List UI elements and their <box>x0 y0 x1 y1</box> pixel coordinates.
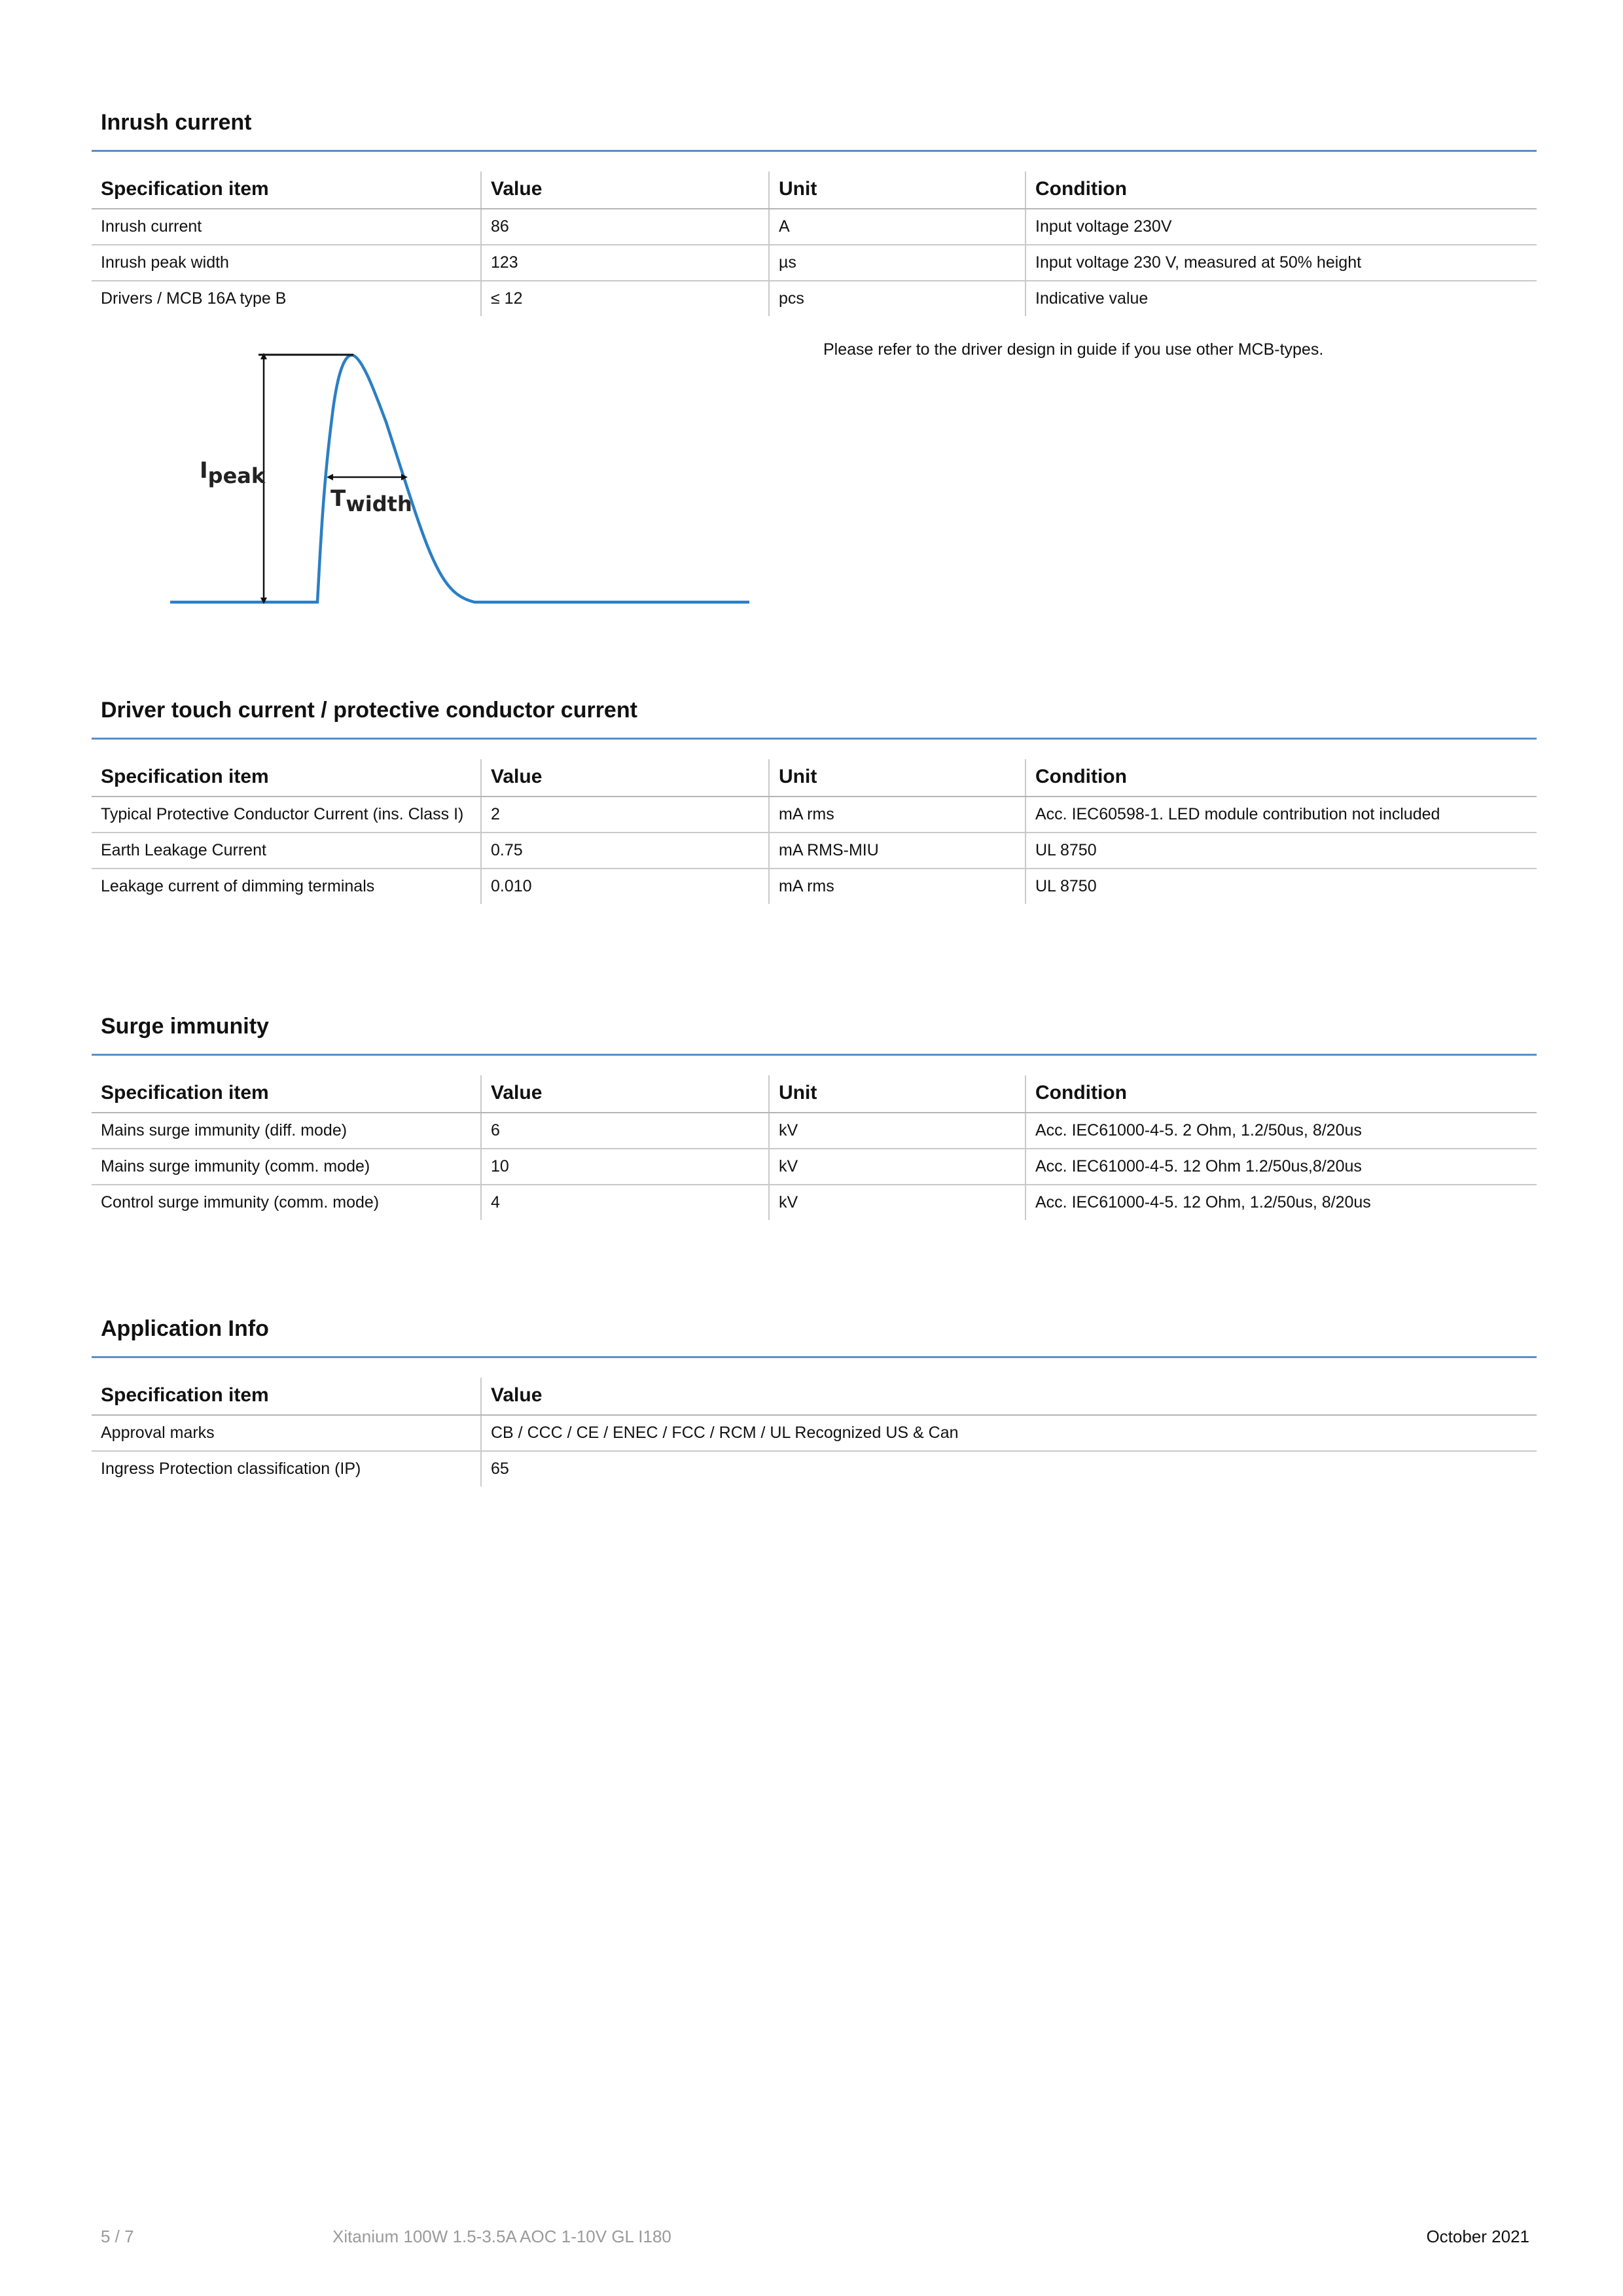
header-value: Value <box>481 1378 1537 1415</box>
header-unit: Unit <box>769 171 1026 209</box>
cell-value: 6 <box>481 1113 769 1149</box>
cell-condition: UL 8750 <box>1026 869 1537 904</box>
header-value: Value <box>481 171 769 209</box>
cell-spec-item: Inrush current <box>92 209 481 245</box>
mcb-note: Please refer to the driver design in guide if you use other MCB-types. <box>823 340 1324 359</box>
table-header-row <box>92 1378 1537 1415</box>
inrush-waveform-figure <box>167 340 769 615</box>
cell-value: CB / CCC / CE / ENEC / FCC / RCM / UL Recognized US & Can <box>481 1415 1537 1451</box>
table-header-row <box>92 171 1537 209</box>
cell-condition: Indicative value <box>1026 281 1537 316</box>
cell-unit: kV <box>769 1149 1026 1185</box>
section-title: Driver touch current / protective conductor current <box>92 698 1537 740</box>
cell-spec-item: Mains surge immunity (diff. mode) <box>92 1113 481 1149</box>
cell-condition: Acc. IEC61000-4-5. 12 Ohm, 1.2/50us, 8/20us <box>1026 1185 1537 1220</box>
table-row <box>92 1113 1537 1149</box>
cell-value: 10 <box>481 1149 769 1185</box>
cell-value: 65 <box>481 1451 1537 1486</box>
cell-condition: Input voltage 230 V, measured at 50% height <box>1026 245 1537 281</box>
cell-condition: Acc. IEC61000-4-5. 2 Ohm, 1.2/50us, 8/20us <box>1026 1113 1537 1149</box>
table-row <box>92 245 1537 281</box>
width-label: Twidth <box>330 486 412 516</box>
header-value: Value <box>481 759 769 797</box>
header-condition: Condition <box>1026 1075 1537 1113</box>
header-spec-item: Specification item <box>92 1378 481 1415</box>
cell-unit: kV <box>769 1113 1026 1149</box>
table-row <box>92 209 1537 245</box>
header-unit: Unit <box>769 759 1026 797</box>
cell-spec-item: Ingress Protection classification (IP) <box>101 1460 361 1478</box>
application-info-table <box>92 1378 1537 1486</box>
table-header-row <box>92 1075 1537 1113</box>
cell-value: ≤ 12 <box>481 281 769 316</box>
cell-value: 4 <box>481 1185 769 1220</box>
cell-unit: mA rms <box>769 797 1026 833</box>
surge-immunity-table <box>92 1075 1537 1220</box>
cell-unit: µs <box>769 245 1026 281</box>
table-row <box>92 1415 1537 1451</box>
cell-value: 0.75 <box>481 833 769 869</box>
section-surge-immunity <box>92 1014 1537 1220</box>
cell-unit: kV <box>769 1185 1026 1220</box>
cell-value: 86 <box>481 209 769 245</box>
header-condition: Condition <box>1026 171 1537 209</box>
section-touch-current <box>92 698 1537 904</box>
inrush-table <box>92 171 1537 316</box>
section-title: Application Info <box>92 1316 1537 1358</box>
header-spec-item: Specification item <box>92 171 481 209</box>
table-row <box>92 1451 1537 1486</box>
table-row <box>92 869 1537 904</box>
table-row <box>92 833 1537 869</box>
table-header-row <box>92 759 1537 797</box>
touch-current-table <box>92 759 1537 904</box>
section-title: Surge immunity <box>92 1014 1537 1056</box>
cell-condition: Acc. IEC60598-1. LED module contribution not included <box>1026 797 1537 833</box>
header-unit: Unit <box>769 1075 1026 1113</box>
cell-unit: A <box>769 209 1026 245</box>
cell-value: 2 <box>481 797 769 833</box>
inrush-waveform-svg <box>167 340 769 615</box>
section-title: Inrush current <box>92 110 1537 152</box>
cell-spec-item: Mains surge immunity (comm. mode) <box>92 1149 481 1185</box>
cell-spec-item: Typical Protective Conductor Current (ins. Class I) <box>92 797 481 833</box>
footer-date: October 2021 <box>1426 2227 1529 2246</box>
cell-value: 123 <box>481 245 769 281</box>
header-spec-item: Specification item <box>92 759 481 797</box>
cell-spec-item: Leakage current of dimming terminals <box>101 877 375 895</box>
footer-page-number: 5 / 7 <box>101 2227 134 2246</box>
section-inrush-current <box>92 110 1537 316</box>
cell-unit: mA RMS-MIU <box>769 833 1026 869</box>
peak-label: Ipeak <box>200 457 266 488</box>
cell-condition: Input voltage 230V <box>1026 209 1537 245</box>
table-row <box>92 1185 1537 1220</box>
header-spec-item: Specification item <box>92 1075 481 1113</box>
footer-product-name: Xitanium 100W 1.5-3.5A AOC 1-10V GL I180 <box>332 2227 671 2246</box>
cell-spec-item: Control surge immunity (comm. mode) <box>101 1193 380 1211</box>
cell-value: 0.010 <box>481 869 769 904</box>
header-condition: Condition <box>1026 759 1537 797</box>
table-row <box>92 797 1537 833</box>
header-value: Value <box>481 1075 769 1113</box>
cell-spec-item: Approval marks <box>92 1415 481 1451</box>
cell-spec-item: Inrush peak width <box>92 245 481 281</box>
table-row <box>92 1149 1537 1185</box>
cell-spec-item: Earth Leakage Current <box>92 833 481 869</box>
cell-condition: UL 8750 <box>1026 833 1537 869</box>
cell-unit: mA rms <box>769 869 1026 904</box>
table-row <box>92 281 1537 316</box>
cell-condition: Acc. IEC61000-4-5. 12 Ohm 1.2/50us,8/20us <box>1026 1149 1537 1185</box>
cell-unit: pcs <box>769 281 1026 316</box>
cell-spec-item: Drivers / MCB 16A type B <box>101 289 287 308</box>
section-application-info <box>92 1316 1537 1486</box>
